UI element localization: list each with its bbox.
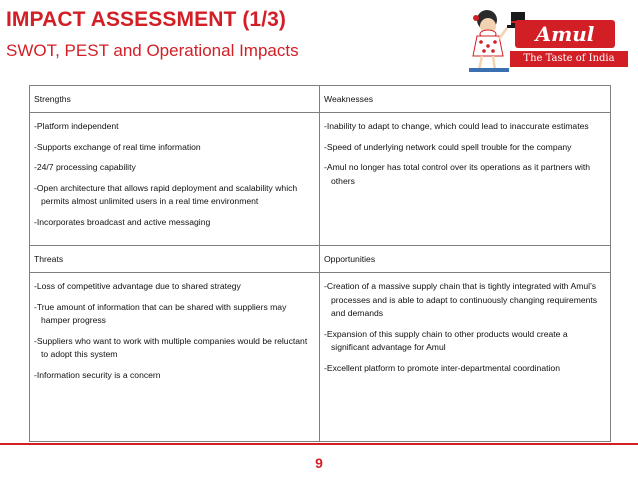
- weakness-item: -Amul no longer has total control over its operations as it partners with others: [324, 162, 591, 186]
- page-number: 9: [315, 455, 323, 471]
- strength-item: -Incorporates broadcast and active messaging: [34, 216, 211, 227]
- weaknesses-heading: Weaknesses: [320, 86, 611, 113]
- brand-tagline: The Taste of India: [510, 51, 628, 67]
- weaknesses-cell: [320, 113, 611, 246]
- brand-wordmark: Amul: [515, 20, 615, 48]
- page-subtitle: SWOT, PEST and Operational Impacts: [6, 41, 299, 60]
- threat-item: -Loss of competitive advantage due to shared strategy: [34, 281, 241, 291]
- amul-logo: [455, 6, 630, 76]
- strength-item: -Platform independent: [34, 121, 119, 131]
- opportunity-item: -Creation of a massive supply chain that is tightly integrated with Amul’s processes and is able to adapt to continuously changing requirements and demands: [324, 281, 598, 319]
- opportunity-item: -Excellent platform to promote inter-departmental coordination: [324, 362, 560, 373]
- amul-girl-mascot-icon: [469, 10, 509, 72]
- weakness-item: -Speed of underlying network could spell trouble for the company: [324, 141, 572, 152]
- swot-table: [29, 85, 611, 442]
- threats-cell: [30, 273, 320, 442]
- page-title: IMPACT ASSESSMENT (1/3): [6, 8, 286, 31]
- threat-item: -True amount of information that can be shared with suppliers may hamper progress: [34, 301, 287, 326]
- opportunities-heading: Opportunities: [320, 246, 611, 273]
- opportunities-cell: [320, 273, 611, 442]
- opportunity-item: -Expansion of this supply chain to other products would create a significant advantage for Amul: [324, 328, 568, 353]
- strength-item: -24/7 processing capability: [34, 162, 136, 173]
- threat-item: -Suppliers who want to work with multiple companies would be reluctant to adopt this system: [34, 335, 308, 360]
- weakness-item: -Inability to adapt to change, which could lead to inaccurate estimates: [324, 121, 589, 131]
- footer-divider: [0, 443, 638, 445]
- strengths-cell: [30, 113, 320, 246]
- threat-item: -Information security is a concern: [34, 369, 161, 380]
- threats-heading: Threats: [30, 246, 320, 273]
- strengths-heading: Strengths: [30, 86, 320, 113]
- strength-item: -Open architecture that allows rapid deployment and scalability which permits almost unlimited users in a real time environment: [34, 182, 298, 207]
- strength-item: -Supports exchange of real time information: [34, 141, 201, 152]
